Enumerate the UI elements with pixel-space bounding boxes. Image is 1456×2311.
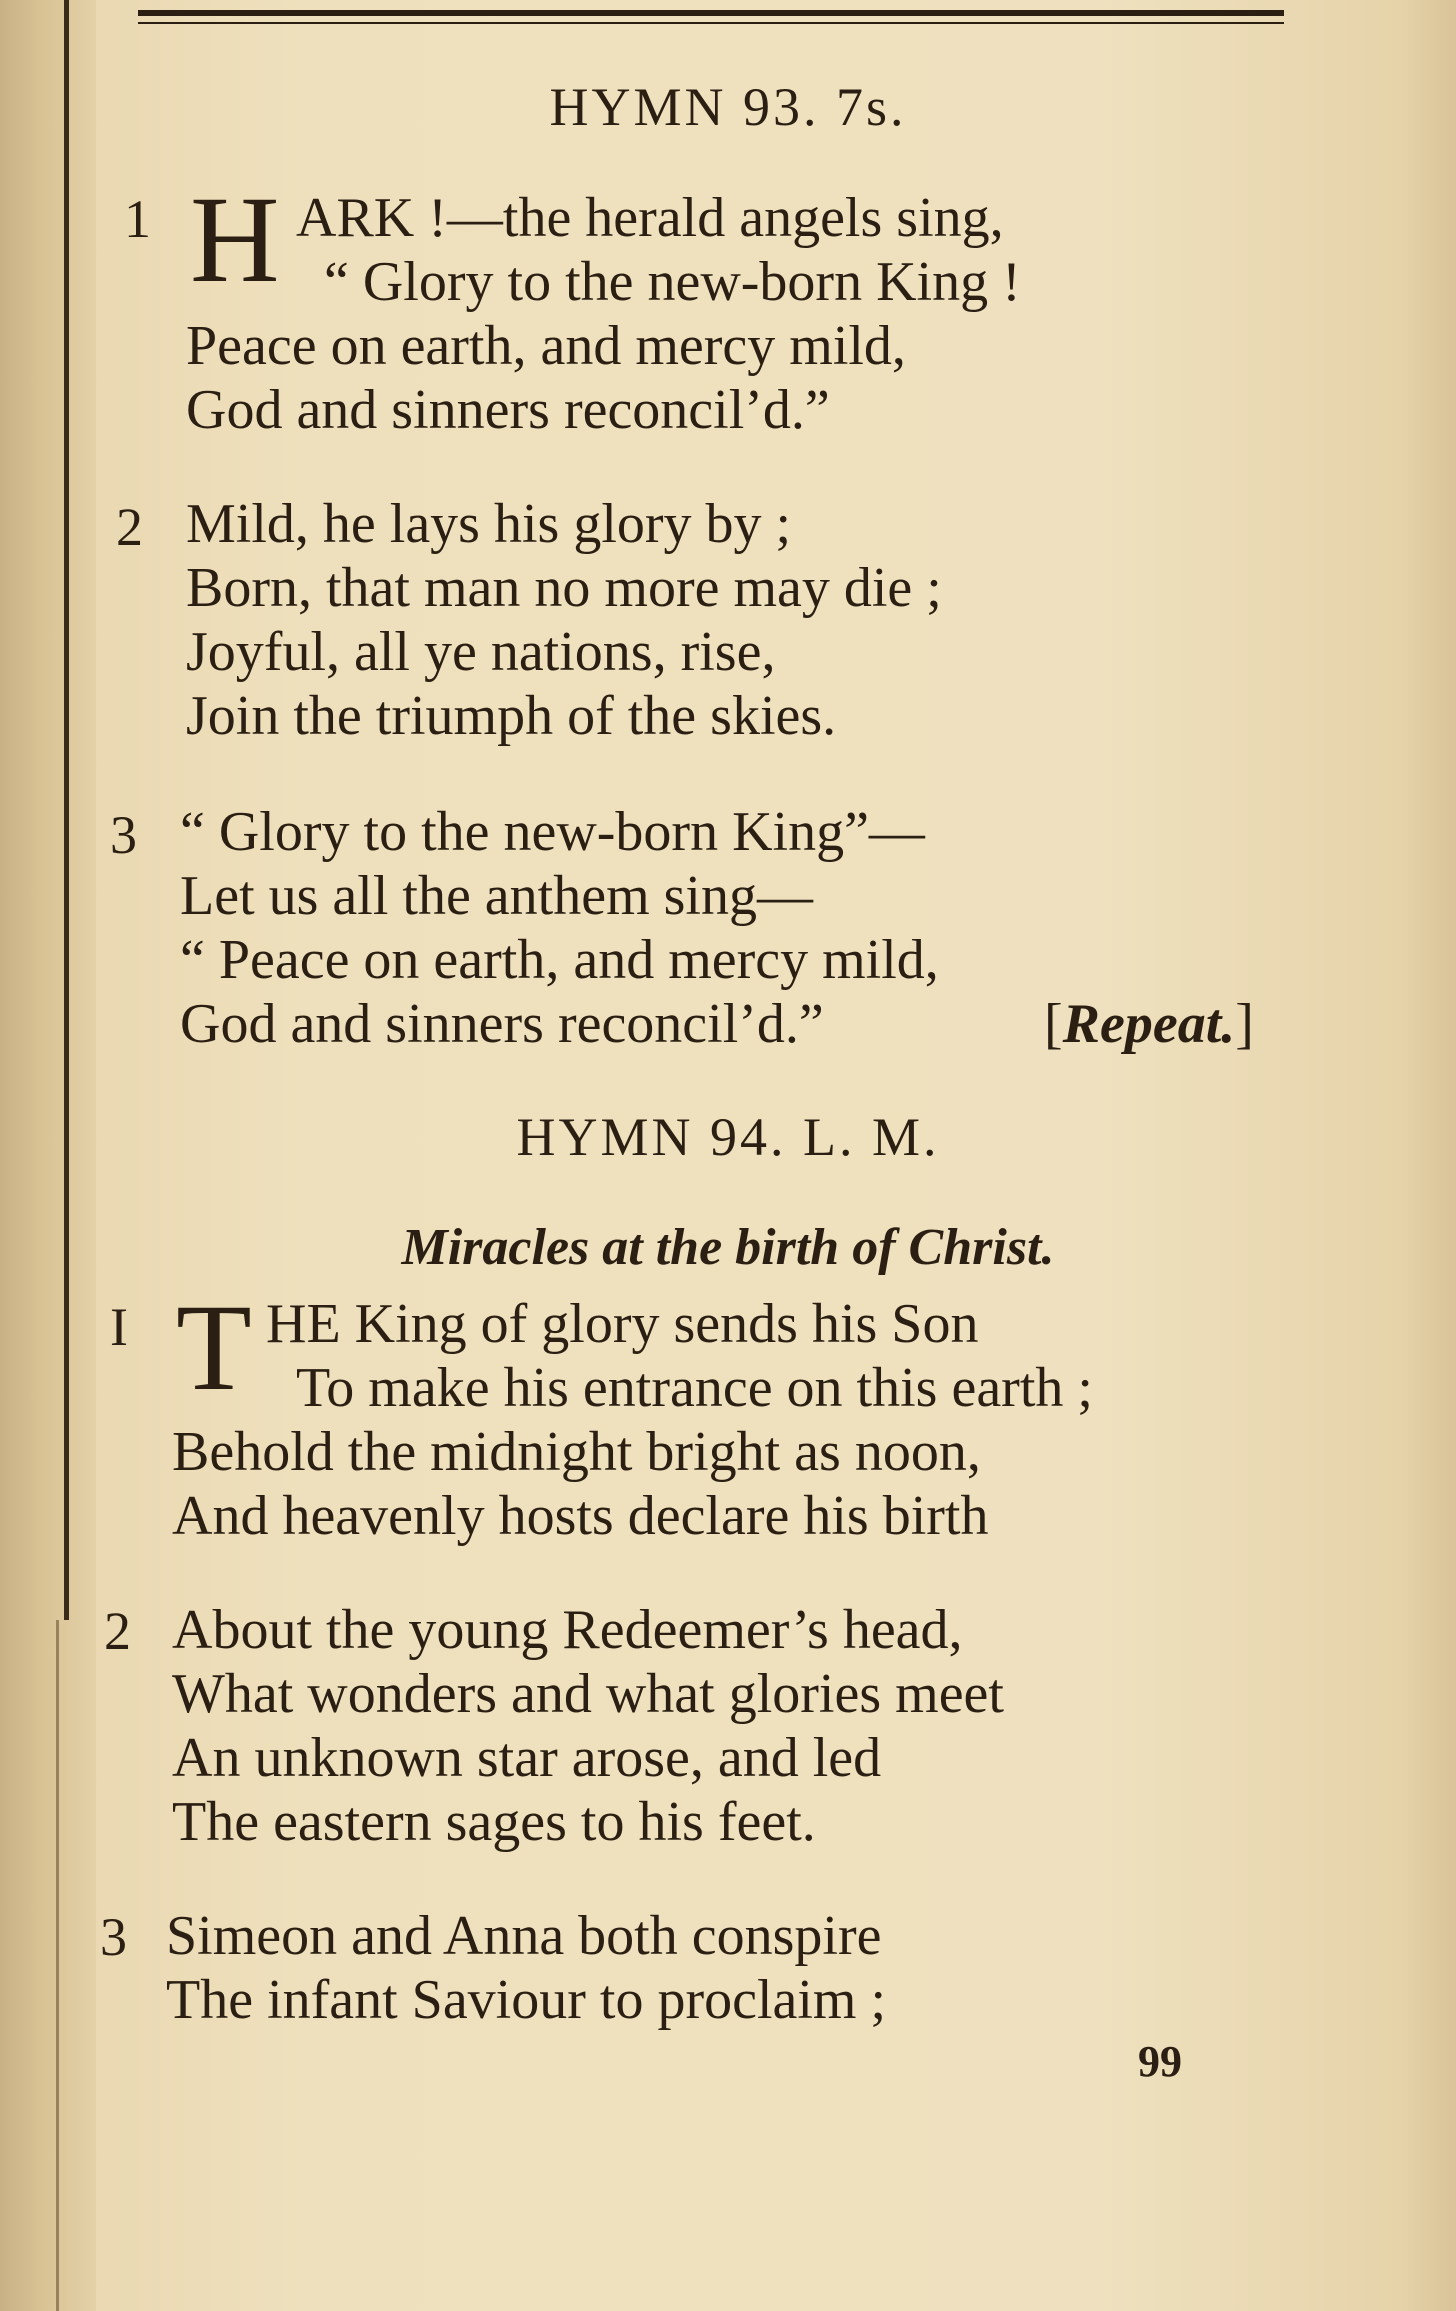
verse-line: The eastern sages to his feet. [172,1791,816,1853]
verse-line: Join the triumph of the skies. [186,685,837,747]
verse-line: The infant Saviour to proclaim ; [166,1969,887,2031]
verse-number: 2 [116,497,143,557]
verse-line: Simeon and Anna both conspire [166,1905,882,1967]
verse-line: “ Glory to the new-born King ! [324,251,1021,313]
verse-line: Peace on earth, and mercy mild, [186,315,906,377]
verse-line: To make his entrance on this earth ; [296,1357,1093,1419]
verse-line: Born, that man no more may die ; [186,557,942,619]
verse-line: Let us all the anthem sing— [180,865,813,927]
verse-line: “ Glory to the new-born King”— [180,801,925,863]
verse-line: God and sinners reconcil’d.” [186,379,830,441]
drop-cap-letter: H [190,171,280,308]
drop-cap-letter: T [176,1279,252,1416]
spine-edge-line [64,0,69,1620]
hymn-94-subtitle: Miracles at the birth of Christ. [401,1219,1055,1276]
verse-line: “ Peace on earth, and mercy mild, [180,929,939,991]
verse-number: 1 [124,189,151,249]
verse-number: 2 [104,1601,131,1661]
top-rule-thin [138,22,1284,24]
verse-number: 3 [100,1907,127,1967]
verse-line: An unknown star arose, and led [172,1727,882,1789]
verse-line: God and sinners reconcil’d.” [180,993,824,1055]
top-rule [138,10,1284,16]
verse-line: Joyful, all ye nations, rise, [186,621,776,683]
hymn-93-heading: HYMN 93. 7s. [549,77,907,137]
spine-edge-line-lower [56,1620,59,2311]
verse-line: HE King of glory sends his Son [266,1293,979,1355]
repeat-close-bracket: ] [1235,993,1254,1055]
verse-line: And heavenly hosts declare his birth [172,1485,989,1547]
repeat-marker [1044,993,1254,1055]
verse-line: Behold the midnight bright as noon, [172,1421,981,1483]
verse-line: What wonders and what glories meet [172,1663,1004,1725]
hymn-94-heading: HYMN 94. L. M. [516,1107,940,1167]
page-number: 99 [1138,2037,1182,2086]
verse-number: 3 [110,805,137,865]
repeat-open-bracket: [ [1044,993,1063,1055]
verse-line: About the young Redeemer’s head, [172,1599,963,1661]
repeat-label: Repeat. [1062,993,1236,1055]
verse-line: Mild, he lays his glory by ; [186,493,792,555]
verse-line: ARK !—the herald angels sing, [296,187,1004,249]
verse-number: I [110,1297,128,1357]
